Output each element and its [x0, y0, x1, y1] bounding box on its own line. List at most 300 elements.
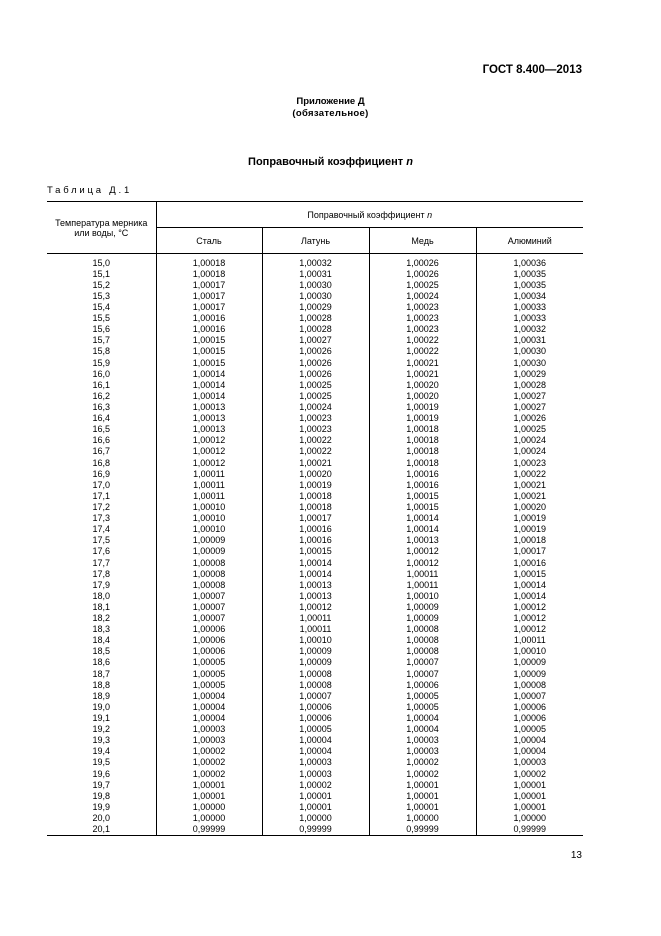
table-row — [47, 668, 583, 679]
coefficient-cell: 1,00034 — [476, 290, 583, 301]
coefficient-cell: 1,00035 — [476, 279, 583, 290]
coefficient-cell: 1,00012 — [156, 457, 262, 468]
coefficient-cell: 1,00022 — [262, 435, 369, 446]
coefficient-cell: 1,00020 — [262, 468, 369, 479]
coefficient-cell: 1,00007 — [262, 690, 369, 701]
table-row — [47, 812, 583, 823]
coefficient-cell: 1,00026 — [369, 254, 476, 269]
coefficient-cell: 1,00009 — [156, 546, 262, 557]
coefficient-cell: 1,00006 — [476, 712, 583, 723]
table-row — [47, 446, 583, 457]
coefficient-cell: 1,00025 — [262, 390, 369, 401]
coefficient-cell: 1,00009 — [156, 535, 262, 546]
coefficient-cell: 1,00007 — [369, 668, 476, 679]
coefficient-cell: 1,00030 — [262, 290, 369, 301]
coefficient-cell: 1,00006 — [262, 701, 369, 712]
coefficient-cell: 1,00008 — [476, 679, 583, 690]
temperature-cell: 15,6 — [47, 324, 156, 335]
coefficient-cell: 1,00011 — [369, 579, 476, 590]
coefficient-cell: 1,00006 — [262, 712, 369, 723]
table-row — [47, 368, 583, 379]
coefficient-cell: 1,00008 — [156, 557, 262, 568]
table-row — [47, 279, 583, 290]
coefficient-cell: 1,00013 — [156, 401, 262, 412]
temperature-cell: 16,2 — [47, 390, 156, 401]
coefficient-cell: 0,99999 — [156, 824, 262, 836]
coefficient-cell: 1,00009 — [476, 657, 583, 668]
coefficient-cell: 1,00030 — [476, 357, 583, 368]
table-row — [47, 524, 583, 535]
coefficient-cell: 1,00001 — [476, 779, 583, 790]
coefficient-cell: 1,00028 — [262, 324, 369, 335]
coefficient-cell: 1,00000 — [156, 801, 262, 812]
coefficient-cell: 1,00010 — [156, 524, 262, 535]
coefficient-cell: 1,00025 — [476, 424, 583, 435]
coefficient-cell: 1,00009 — [369, 601, 476, 612]
coefficient-cell: 1,00003 — [369, 735, 476, 746]
coefficient-cell: 1,00021 — [262, 457, 369, 468]
coefficient-cell: 1,00020 — [369, 390, 476, 401]
coefficient-cell: 1,00019 — [476, 524, 583, 535]
coefficient-cell: 1,00018 — [156, 268, 262, 279]
coefficient-cell: 1,00032 — [262, 254, 369, 269]
table-row — [47, 390, 583, 401]
temperature-cell: 17,4 — [47, 524, 156, 535]
table-row — [47, 457, 583, 468]
temperature-cell: 16,4 — [47, 413, 156, 424]
table-row — [47, 313, 583, 324]
table-row — [47, 513, 583, 524]
temperature-cell: 20,1 — [47, 824, 156, 836]
coefficient-cell: 1,00018 — [369, 424, 476, 435]
table-row — [47, 768, 583, 779]
coefficient-cell: 1,00007 — [156, 590, 262, 601]
table-row — [47, 590, 583, 601]
temperature-cell: 19,7 — [47, 779, 156, 790]
temperature-cell: 16,7 — [47, 446, 156, 457]
coefficient-cell: 1,00003 — [156, 735, 262, 746]
coefficient-cell: 1,00014 — [156, 390, 262, 401]
coefficient-cell: 1,00011 — [156, 479, 262, 490]
coefficient-cell: 1,00012 — [369, 546, 476, 557]
coefficient-cell: 1,00012 — [156, 446, 262, 457]
coefficient-cell: 1,00022 — [262, 446, 369, 457]
coefficient-cell: 1,00029 — [476, 368, 583, 379]
temperature-cell: 20,0 — [47, 812, 156, 823]
temperature-cell: 18,1 — [47, 601, 156, 612]
coefficient-cell: 1,00004 — [262, 735, 369, 746]
coefficient-cell: 1,00017 — [156, 279, 262, 290]
coefficient-cell: 1,00008 — [369, 624, 476, 635]
coefficient-header — [156, 202, 583, 228]
temperature-cell: 19,0 — [47, 701, 156, 712]
coefficient-cell: 1,00005 — [156, 668, 262, 679]
coefficient-cell: 1,00012 — [262, 601, 369, 612]
table-row — [47, 501, 583, 512]
coefficient-cell: 1,00031 — [262, 268, 369, 279]
coefficient-cell: 1,00007 — [369, 657, 476, 668]
table-row — [47, 479, 583, 490]
coefficient-cell: 0,99999 — [369, 824, 476, 836]
coefficient-cell: 1,00027 — [262, 335, 369, 346]
coefficient-cell: 1,00024 — [369, 290, 476, 301]
coefficient-cell: 1,00023 — [262, 424, 369, 435]
temperature-cell: 19,8 — [47, 790, 156, 801]
coefficient-cell: 1,00004 — [156, 712, 262, 723]
temperature-cell: 15,7 — [47, 335, 156, 346]
coefficient-cell: 1,00020 — [476, 501, 583, 512]
coefficient-cell: 1,00010 — [156, 501, 262, 512]
table-label: Таблица Д.1 — [47, 185, 133, 196]
temperature-cell: 18,3 — [47, 624, 156, 635]
table-row — [47, 301, 583, 312]
coefficient-cell: 1,00018 — [369, 446, 476, 457]
coefficient-cell: 1,00001 — [156, 790, 262, 801]
coefficient-cell: 1,00017 — [156, 290, 262, 301]
temperature-cell: 18,5 — [47, 646, 156, 657]
coefficient-cell: 1,00026 — [369, 268, 476, 279]
coefficient-cell: 1,00001 — [262, 790, 369, 801]
temperature-cell: 19,5 — [47, 757, 156, 768]
table-row — [47, 546, 583, 557]
coefficient-cell: 1,00029 — [262, 301, 369, 312]
coefficient-cell: 1,00011 — [156, 468, 262, 479]
temperature-cell: 15,3 — [47, 290, 156, 301]
coefficient-cell: 1,00003 — [262, 757, 369, 768]
coefficient-cell: 1,00026 — [476, 413, 583, 424]
coefficient-cell: 1,00004 — [156, 690, 262, 701]
coefficient-cell: 1,00012 — [476, 613, 583, 624]
coefficient-cell: 1,00023 — [369, 301, 476, 312]
table-row — [47, 568, 583, 579]
coefficient-cell: 1,00021 — [476, 490, 583, 501]
coefficient-cell: 1,00001 — [476, 790, 583, 801]
coefficient-cell: 1,00014 — [369, 513, 476, 524]
table-row — [47, 790, 583, 801]
coefficient-cell: 1,00024 — [476, 435, 583, 446]
table-row — [47, 712, 583, 723]
coefficient-cell: 1,00026 — [262, 368, 369, 379]
coefficient-cell: 1,00015 — [476, 568, 583, 579]
coefficient-cell: 1,00016 — [156, 313, 262, 324]
table-row — [47, 413, 583, 424]
table-row — [47, 357, 583, 368]
table-row — [47, 268, 583, 279]
temperature-cell: 17,0 — [47, 479, 156, 490]
coefficient-cell: 1,00016 — [156, 324, 262, 335]
temperature-cell: 15,1 — [47, 268, 156, 279]
coefficient-cell: 1,00002 — [262, 779, 369, 790]
coefficient-cell: 1,00013 — [369, 535, 476, 546]
table-row — [47, 635, 583, 646]
coefficient-cell: 1,00006 — [369, 679, 476, 690]
coefficient-cell: 1,00013 — [156, 413, 262, 424]
coefficient-cell: 1,00027 — [476, 390, 583, 401]
coefficient-cell: 1,00014 — [369, 524, 476, 535]
table-row — [47, 379, 583, 390]
coefficient-cell: 1,00014 — [476, 590, 583, 601]
coefficient-cell: 1,00016 — [369, 468, 476, 479]
coefficient-cell: 1,00031 — [476, 335, 583, 346]
table-row — [47, 335, 583, 346]
temperature-cell: 17,5 — [47, 535, 156, 546]
coefficient-cell: 1,00003 — [262, 768, 369, 779]
temperature-cell: 18,8 — [47, 679, 156, 690]
temperature-cell: 19,3 — [47, 735, 156, 746]
coefficient-cell: 1,00009 — [476, 668, 583, 679]
temperature-cell: 16,3 — [47, 401, 156, 412]
coefficient-cell: 1,00023 — [369, 324, 476, 335]
table-row — [47, 757, 583, 768]
coefficient-cell: 1,00007 — [156, 601, 262, 612]
coefficient-cell: 1,00014 — [262, 557, 369, 568]
coefficient-cell: 1,00002 — [369, 757, 476, 768]
table-row — [47, 254, 583, 269]
page-number: 13 — [570, 850, 582, 861]
temperature-cell: 16,1 — [47, 379, 156, 390]
coefficient-cell: 1,00017 — [262, 513, 369, 524]
column-header-copper: Медь — [369, 228, 476, 254]
coefficient-cell: 1,00010 — [476, 646, 583, 657]
table-row — [47, 324, 583, 335]
table-row — [47, 690, 583, 701]
coefficient-cell: 1,00022 — [476, 468, 583, 479]
coefficient-cell: 1,00030 — [476, 346, 583, 357]
table-row — [47, 657, 583, 668]
temperature-cell: 18,0 — [47, 590, 156, 601]
coefficient-cell: 1,00016 — [369, 479, 476, 490]
coefficient-cell: 1,00006 — [156, 635, 262, 646]
coefficient-cell: 1,00011 — [156, 490, 262, 501]
coefficient-cell: 1,00007 — [156, 613, 262, 624]
coefficient-cell: 1,00000 — [369, 812, 476, 823]
temperature-cell: 17,7 — [47, 557, 156, 568]
appendix-status: (обязательное) — [292, 108, 369, 119]
coefficient-cell: 1,00020 — [369, 379, 476, 390]
temperature-cell: 17,6 — [47, 546, 156, 557]
coefficient-cell: 1,00005 — [369, 690, 476, 701]
temperature-cell: 15,2 — [47, 279, 156, 290]
coefficient-cell: 1,00005 — [369, 701, 476, 712]
coefficient-cell: 1,00023 — [476, 457, 583, 468]
coefficient-cell: 1,00004 — [156, 701, 262, 712]
coefficient-cell: 1,00005 — [156, 657, 262, 668]
table-row — [47, 613, 583, 624]
coefficient-cell: 1,00011 — [369, 568, 476, 579]
coefficient-cell: 1,00015 — [156, 346, 262, 357]
temperature-cell: 19,2 — [47, 724, 156, 735]
coefficient-cell: 1,00018 — [476, 535, 583, 546]
coefficient-cell: 1,00002 — [156, 768, 262, 779]
coefficient-cell: 1,00023 — [369, 313, 476, 324]
appendix-title: Приложение Д — [296, 96, 365, 107]
coefficient-cell: 1,00000 — [476, 812, 583, 823]
temperature-cell: 19,1 — [47, 712, 156, 723]
coefficient-cell: 1,00007 — [476, 690, 583, 701]
coefficient-cell: 1,00016 — [262, 524, 369, 535]
coefficient-cell: 1,00001 — [476, 801, 583, 812]
temperature-cell: 15,8 — [47, 346, 156, 357]
temperature-cell: 19,4 — [47, 746, 156, 757]
page-title-symbol: n — [406, 156, 413, 168]
coefficient-cell: 1,00013 — [156, 424, 262, 435]
coefficient-cell: 1,00009 — [369, 613, 476, 624]
coefficient-cell: 1,00032 — [476, 324, 583, 335]
table-row — [47, 579, 583, 590]
coefficient-cell: 1,00008 — [369, 635, 476, 646]
coefficient-cell: 1,00008 — [156, 568, 262, 579]
table-row — [47, 824, 583, 836]
correction-factor-table — [47, 201, 583, 836]
temperature-cell: 17,3 — [47, 513, 156, 524]
coefficient-cell: 1,00015 — [156, 335, 262, 346]
temperature-cell: 18,2 — [47, 613, 156, 624]
coefficient-cell: 1,00027 — [476, 401, 583, 412]
table-row — [47, 557, 583, 568]
table-row — [47, 646, 583, 657]
coefficient-cell: 1,00011 — [476, 635, 583, 646]
coefficient-cell: 1,00008 — [262, 668, 369, 679]
coefficient-cell: 1,00025 — [262, 379, 369, 390]
coefficient-cell: 1,00003 — [369, 746, 476, 757]
coefficient-cell: 1,00010 — [262, 635, 369, 646]
column-header-aluminum: Алюминий — [476, 228, 583, 254]
coefficient-cell: 1,00017 — [156, 301, 262, 312]
table-row — [47, 490, 583, 501]
table-row — [47, 535, 583, 546]
coefficient-cell: 0,99999 — [262, 824, 369, 836]
coefficient-cell: 1,00033 — [476, 313, 583, 324]
table-row — [47, 346, 583, 357]
coefficient-cell: 1,00019 — [476, 513, 583, 524]
coefficient-cell: 1,00015 — [156, 357, 262, 368]
coefficient-cell: 1,00013 — [262, 590, 369, 601]
coefficient-cell: 1,00012 — [476, 624, 583, 635]
coefficient-symbol: n — [427, 209, 433, 220]
coefficient-cell: 1,00004 — [369, 724, 476, 735]
table-row — [47, 679, 583, 690]
temperature-cell: 19,9 — [47, 801, 156, 812]
coefficient-cell: 1,00006 — [476, 701, 583, 712]
coefficient-cell: 1,00019 — [369, 401, 476, 412]
coefficient-cell: 1,00018 — [262, 501, 369, 512]
coefficient-cell: 1,00012 — [156, 435, 262, 446]
coefficient-cell: 1,00014 — [476, 579, 583, 590]
coefficient-cell: 1,00000 — [262, 812, 369, 823]
table-row — [47, 435, 583, 446]
coefficient-cell: 1,00024 — [262, 401, 369, 412]
coefficient-cell: 1,00021 — [369, 357, 476, 368]
table-row — [47, 424, 583, 435]
coefficient-cell: 1,00014 — [156, 379, 262, 390]
coefficient-cell: 1,00011 — [262, 624, 369, 635]
table-row — [47, 746, 583, 757]
coefficient-cell: 1,00009 — [262, 646, 369, 657]
coefficient-cell: 1,00026 — [262, 346, 369, 357]
table-row — [47, 290, 583, 301]
temperature-cell: 17,8 — [47, 568, 156, 579]
temperature-header: Температура мерника или воды, °С — [47, 202, 156, 254]
coefficient-cell: 1,00021 — [476, 479, 583, 490]
coefficient-cell: 1,00025 — [369, 279, 476, 290]
coefficient-cell: 1,00010 — [369, 590, 476, 601]
table-row — [47, 735, 583, 746]
coefficient-cell: 1,00011 — [262, 613, 369, 624]
coefficient-cell: 1,00018 — [369, 457, 476, 468]
coefficient-cell: 1,00026 — [262, 357, 369, 368]
coefficient-cell: 1,00013 — [262, 579, 369, 590]
coefficient-cell: 1,00004 — [476, 746, 583, 757]
coefficient-cell: 1,00000 — [156, 812, 262, 823]
coefficient-cell: 1,00005 — [476, 724, 583, 735]
standard-code: ГОСТ 8.400—2013 — [482, 64, 582, 76]
coefficient-cell: 1,00004 — [262, 746, 369, 757]
coefficient-cell: 1,00009 — [262, 657, 369, 668]
coefficient-cell: 1,00008 — [262, 679, 369, 690]
coefficient-cell: 1,00001 — [369, 801, 476, 812]
table-row — [47, 801, 583, 812]
temperature-cell: 19,6 — [47, 768, 156, 779]
coefficient-cell: 1,00015 — [369, 501, 476, 512]
coefficient-cell: 1,00003 — [476, 757, 583, 768]
temperature-cell: 15,0 — [47, 254, 156, 269]
coefficient-cell: 1,00024 — [476, 446, 583, 457]
table-row — [47, 624, 583, 635]
coefficient-cell: 1,00006 — [156, 624, 262, 635]
coefficient-cell: 0,99999 — [476, 824, 583, 836]
temperature-cell: 15,4 — [47, 301, 156, 312]
temperature-cell: 16,6 — [47, 435, 156, 446]
coefficient-cell: 1,00010 — [156, 513, 262, 524]
coefficient-cell: 1,00019 — [262, 479, 369, 490]
temperature-cell: 18,7 — [47, 668, 156, 679]
temperature-cell: 17,2 — [47, 501, 156, 512]
temperature-cell: 18,9 — [47, 690, 156, 701]
coefficient-cell: 1,00016 — [262, 535, 369, 546]
coefficient-cell: 1,00015 — [369, 490, 476, 501]
coefficient-cell: 1,00002 — [156, 757, 262, 768]
page-title-text: Поправочный коэффициент — [248, 156, 407, 168]
coefficient-cell: 1,00018 — [369, 435, 476, 446]
coefficient-cell: 1,00004 — [369, 712, 476, 723]
coefficient-cell: 1,00001 — [369, 790, 476, 801]
coefficient-cell: 1,00030 — [262, 279, 369, 290]
coefficient-cell: 1,00002 — [156, 746, 262, 757]
table-row — [47, 779, 583, 790]
coefficient-cell: 1,00023 — [262, 413, 369, 424]
coefficient-cell: 1,00019 — [369, 413, 476, 424]
coefficient-cell: 1,00022 — [369, 346, 476, 357]
temperature-cell: 16,9 — [47, 468, 156, 479]
table-row — [47, 724, 583, 735]
temperature-cell: 16,8 — [47, 457, 156, 468]
table-row — [47, 468, 583, 479]
coefficient-cell: 1,00033 — [476, 301, 583, 312]
temperature-cell: 15,5 — [47, 313, 156, 324]
coefficient-cell: 1,00016 — [476, 557, 583, 568]
coefficient-cell: 1,00035 — [476, 268, 583, 279]
coefficient-cell: 1,00005 — [262, 724, 369, 735]
coefficient-cell: 1,00017 — [476, 546, 583, 557]
coefficient-cell: 1,00001 — [262, 801, 369, 812]
coefficient-cell: 1,00001 — [156, 779, 262, 790]
temperature-cell: 17,9 — [47, 579, 156, 590]
coefficient-cell: 1,00014 — [262, 568, 369, 579]
coefficient-cell: 1,00008 — [156, 579, 262, 590]
coefficient-cell: 1,00021 — [369, 368, 476, 379]
temperature-cell: 18,4 — [47, 635, 156, 646]
temperature-cell: 15,9 — [47, 357, 156, 368]
